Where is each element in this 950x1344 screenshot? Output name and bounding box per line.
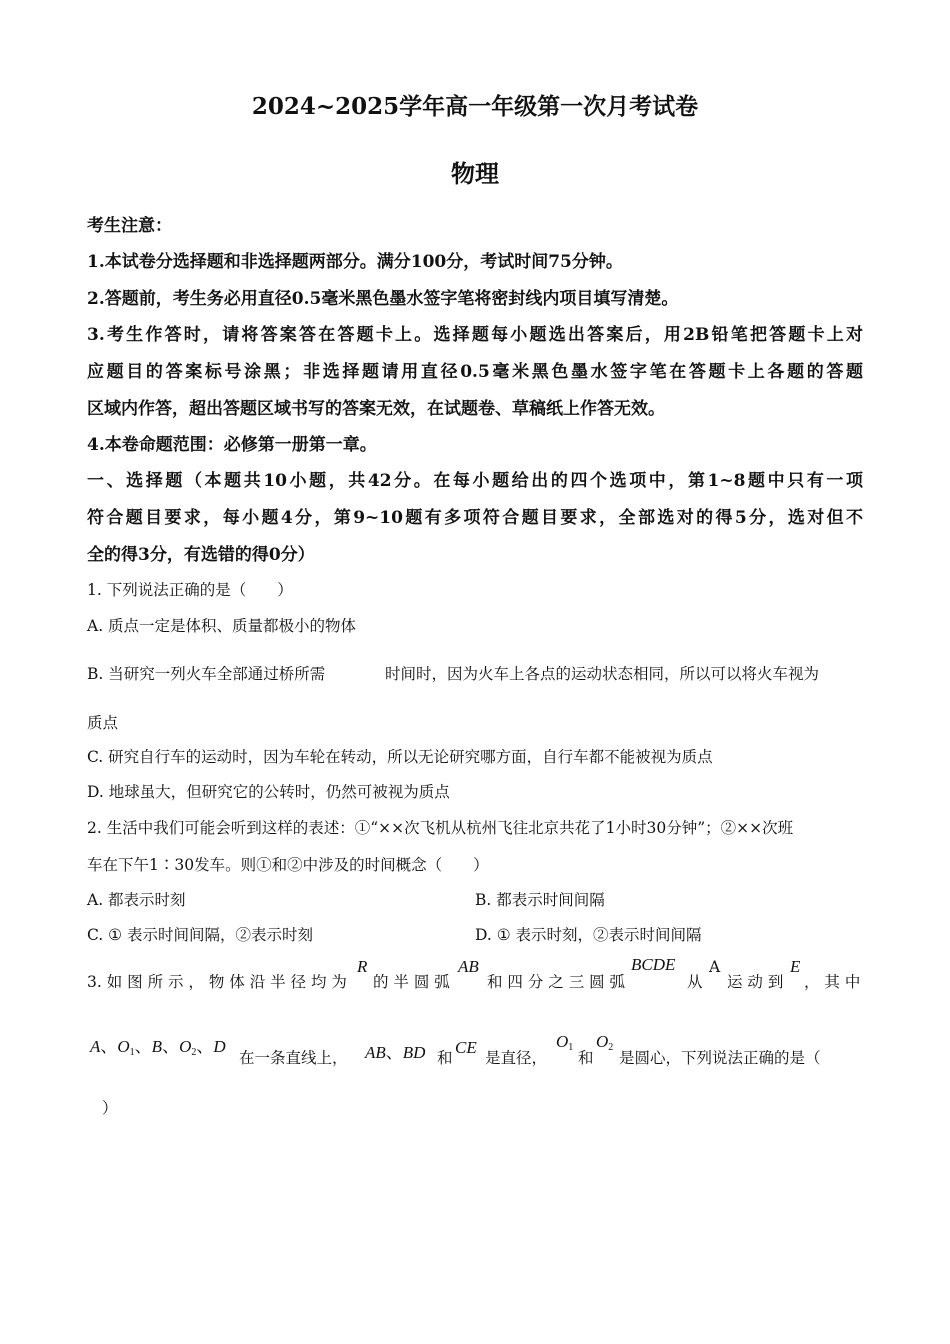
q3-line3: ） — [102, 1099, 118, 1117]
q3-text-3: 和 四 分 之 三 圆 弧 — [487, 973, 626, 991]
notice-item-3-line-1: 3.考生作答时，请将答案答在答题卡上。选择题每小题选出答案后，用2B铅笔把答题卡上对 — [87, 325, 863, 345]
q3-math-e: E — [790, 957, 801, 976]
q3-center-o1: $O_1$ — [556, 1032, 574, 1053]
notice-item-3-line-3: 区域内作答，超出答题区域书写的答案无效，在试题卷、草稿纸上作答无效。 — [87, 399, 665, 419]
q3-line2-diameters: AB、BD — [365, 1043, 426, 1062]
q2-option-b: B. 都表示时间间隔 — [475, 891, 605, 909]
notice-heading: 考生注意： — [87, 216, 172, 236]
q3-text-1: 3. 如 图 所 示 ， 物 体 沿 半 径 均 为 — [87, 973, 347, 991]
q3-line2-text-1: 在一条直线上， — [239, 1049, 348, 1067]
q1-option-d: D. 地球虽大，但研究它的公转时，仍然可被视为质点 — [87, 783, 450, 801]
q2-option-c: C. ① 表示时间间隔，②表示时刻 — [87, 926, 313, 944]
q3-line2-text-2: 是直径， — [485, 1049, 548, 1067]
q2-option-a: A. 都表示时刻 — [87, 891, 186, 909]
section-1-instructions-line-3: 全的得3分，有选错的得0分） — [87, 545, 315, 565]
q3-math-ce: CE — [455, 1038, 477, 1057]
q3-line2-points: A、$O_1$、B、$O_2$、D — [90, 1037, 226, 1058]
q3-math-ab: AB — [458, 957, 479, 976]
q3-center-o2: $O_2$ — [596, 1032, 614, 1053]
q3-text-2: 的 半 圆 弧 — [373, 973, 450, 991]
q3-math-bcde: BCDE — [631, 955, 676, 974]
q2-stem-line-2: 车在下午1∶30发车。则①和②中涉及的时间概念（ ） — [87, 856, 489, 874]
q3-math-r: R — [357, 957, 368, 976]
q1-option-b-line-2: 质点 — [87, 714, 119, 732]
q1-option-a: A. 质点一定是体积、质量都极小的物体 — [87, 617, 357, 635]
q3-point-a: A — [709, 958, 721, 976]
subject-title: 物理 — [451, 159, 499, 188]
q3-text-4: 从 — [687, 973, 703, 991]
q1-stem: 1. 下列说法正确的是（ ） — [87, 581, 293, 599]
exam-title: 2024~2025学年高一年级第一次月考试卷 — [251, 93, 699, 120]
notice-item-1: 1.本试卷分选择题和非选择题两部分。满分100分，考试时间75分钟。 — [87, 252, 623, 272]
notice-item-4: 4.本卷命题范围：必修第一册第一章。 — [87, 435, 377, 455]
q3-text-5: 运 动 到 — [727, 973, 784, 991]
q3-line2-and-2: 和 — [578, 1049, 594, 1067]
q2-stem-line-1: 2. 生活中我们可能会听到这样的表述：①“××次飞机从杭州飞往北京共花了1小时30分钟”；②××次班 — [87, 819, 794, 837]
q3-line2-and-1: 和 — [437, 1049, 453, 1067]
q1-option-c: C. 研究自行车的运动时，因为车轮在转动，所以无论研究哪方面，自行车都不能被视为质点 — [87, 748, 713, 766]
notice-item-3-line-2: 应题目的答案标号涂黑；非选择题请用直径0.5毫米黑色墨水签字笔在答题卡上各题的答题 — [87, 362, 863, 382]
q1-option-b-part-1: B. 当研究一列火车全部通过桥所需 — [87, 665, 326, 683]
q3-text-6: ， 其 中 — [804, 973, 861, 991]
q3-line2-text-3: 是圆心，下列说法正确的是（ — [619, 1049, 821, 1067]
q1-option-b-part-2: 时间时，因为火车上各点的运动状态相同，所以可以将火车视为 — [385, 665, 820, 683]
section-1-instructions-line-1: 一、选择题（本题共10小题，共42分。在每小题给出的四个选项中，第1~8题中只有一项 — [87, 471, 863, 491]
notice-item-2: 2.答题前，考生务必用直径0.5毫米黑色墨水签字笔将密封线内项目填写清楚。 — [87, 289, 679, 309]
q2-option-d: D. ① 表示时刻，②表示时间间隔 — [475, 926, 702, 944]
section-1-instructions-line-2: 符合题目要求，每小题4分，第9~10题有多项符合题目要求，全部选对的得5分，选对但不 — [87, 508, 863, 528]
